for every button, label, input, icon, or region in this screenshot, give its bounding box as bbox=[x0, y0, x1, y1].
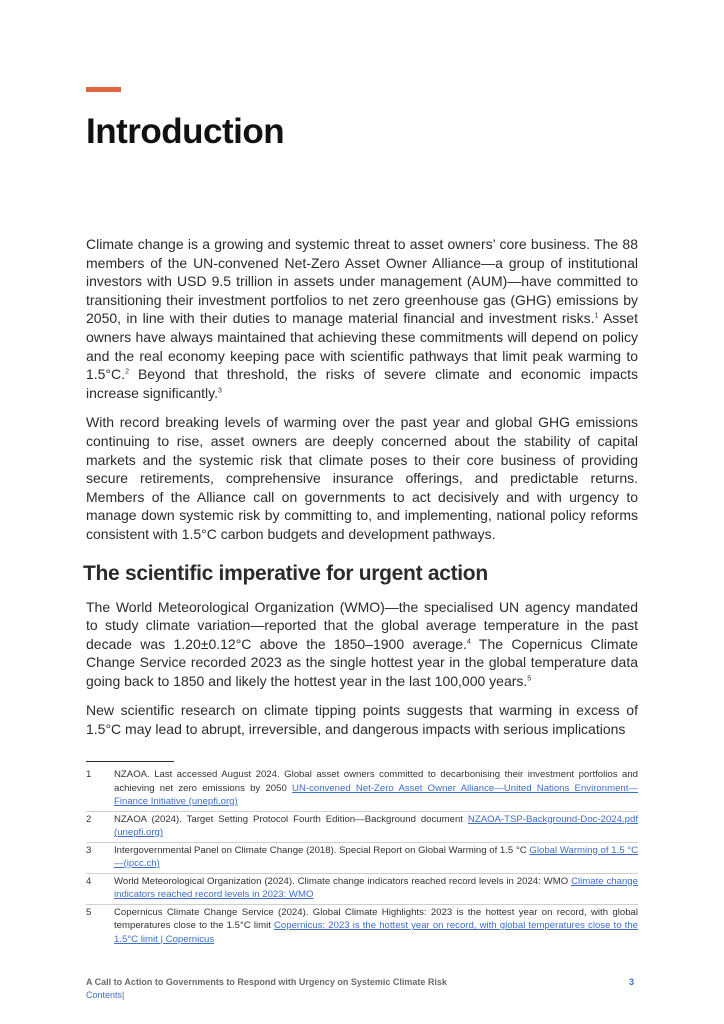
footnote-ref-4: 4 bbox=[466, 638, 471, 646]
paragraph-tipping-points: New scientific research on climate tipping points suggests that warming in excess of 1.5°C may lead to abrupt, irreversible, and dangerous impacts with serious implications bbox=[86, 702, 638, 738]
paragraph-intro-text-a: Climate change is a growing and systemic threat to asset owners’ core business. The 88 members of the UN-convened Net-Zero Asset Owner Alliance—a group of institutional investors with USD 9.5 trillion in assets under management (AUM)—have committed to transitioning their investment portfolios to net zero greenhouse gas (GHG) emissions by 2050, in line with their duties to manage material financial and investment risks. bbox=[86, 236, 638, 327]
footer-page-number: 3 bbox=[629, 977, 635, 987]
footnote-ref-5: 5 bbox=[527, 675, 532, 683]
section-heading: The scientific imperative for urgent action bbox=[83, 561, 488, 585]
footnote-number: 5 bbox=[86, 906, 92, 918]
footnote-citation: World Meteorological Organization (2024). Climate change indicators reached record levels in 2024: WMO bbox=[114, 875, 572, 887]
footnote-link[interactable]: NZAOA-TSP-Background-Doc-2024.pdf (unepfi.org) bbox=[114, 813, 638, 838]
footnote-ref-3: 3 bbox=[218, 387, 222, 395]
footnote-link[interactable]: Climate change indicators reached record levels in 2023: WMO bbox=[114, 875, 638, 900]
footnote-ref-1: 1 bbox=[594, 312, 599, 320]
footer-document-title: A Call to Action to Governments to Respond with Urgency on Systemic Climate Risk bbox=[86, 977, 447, 987]
paragraph-wmo-text-a: The World Meteorological Organization (WMO)—the specialised UN agency mandated to study climate variation—reported that the global average temperature in the past decade was 1.20±0.12°C above the 1850–1900 average. bbox=[86, 598, 638, 652]
footer-separator: | bbox=[122, 990, 125, 1000]
footnote-item bbox=[86, 767, 638, 812]
footer-nav bbox=[86, 990, 124, 1000]
paragraph-record-warming: With record breaking levels of warming over the past year and global GHG emissions continuing to rise, asset owners are deeply concerned about the stability of capital markets and the systemic risk that climate poses to their core business of providing secure retirements, comprehensive insurance offerings, and predictable returns. Members of the Alliance call on governments to act decisively and with urgency to manage down systemic risk by committing to, and implementing, national policy reforms consistent with 1.5°C carbon budgets and development pathways. bbox=[86, 414, 638, 542]
footnote-number: 4 bbox=[86, 875, 92, 887]
footnote-citation: NZAOA. Last accessed August 2024. Global asset owners committed to decarbonising their investment portfolios and achieving net zero emissions by 2050 bbox=[114, 769, 638, 794]
footnote-divider bbox=[86, 761, 174, 762]
footnote-citation: Intergovernmental Panel on Climate Change (2018). Special Report on Global Warming of 1.5 °C bbox=[114, 844, 530, 856]
footnote-link[interactable]: UN-convened Net-Zero Asset Owner Alliance—United Nations Environment—Finance Initiative (unepfi.org) bbox=[114, 782, 638, 807]
footnote-ref-2: 2 bbox=[125, 368, 129, 376]
footnotes bbox=[86, 767, 638, 948]
accent-bar bbox=[86, 87, 121, 92]
footnote-text bbox=[114, 875, 638, 902]
main-content bbox=[83, 235, 639, 750]
footnote-text bbox=[114, 813, 638, 840]
footnote-item bbox=[86, 905, 638, 949]
footnote-link[interactable]: Copernicus: 2023 is the hottest year on record, with global temperatures close to the 1.5°C limit | Copernicus bbox=[114, 920, 638, 945]
footnote-number: 1 bbox=[86, 769, 92, 780]
footnote-item bbox=[86, 843, 638, 874]
footnote-text bbox=[114, 906, 638, 947]
paragraph-wmo bbox=[86, 598, 638, 691]
footnote-citation: NZAOA (2024). Target Setting Protocol Fourth Edition—Background document bbox=[114, 813, 468, 825]
footnote-item bbox=[86, 812, 638, 843]
footnote-number: 2 bbox=[86, 813, 92, 825]
footnote-number: 3 bbox=[86, 844, 92, 856]
footnote-text bbox=[114, 844, 638, 871]
paragraph-wmo-text-b: The Copernicus Climate Change Service recorded 2023 as the single hottest year in the global temperature data going back to 1850 and likely the hottest year in the last 100,000 years. bbox=[86, 635, 639, 689]
paragraph-intro-text-c: Beyond that threshold, the risks of severe climate and economic impacts increase significantly. bbox=[86, 366, 638, 401]
footnote-item bbox=[86, 874, 638, 905]
footnote-text bbox=[114, 768, 638, 809]
paragraph-intro-text-b: Asset owners have always maintained that achieving these commitments will depend on policy and the real economy keeping pace with scientific pathways that limit peak warming to 1.5°C. bbox=[86, 310, 638, 383]
footnote-link[interactable]: Global Warming of 1.5 °C—(ipcc.ch) bbox=[114, 844, 638, 869]
page-title: Introduction bbox=[86, 112, 285, 151]
footnote-citation: Copernicus Climate Change Service (2024). Global Climate Highlights: 2023 is the hottest year on record, with global temperatures close to the 1.5°C limit bbox=[114, 906, 638, 931]
contents-link[interactable]: Contents bbox=[86, 990, 123, 1000]
paragraph-intro bbox=[86, 235, 638, 402]
